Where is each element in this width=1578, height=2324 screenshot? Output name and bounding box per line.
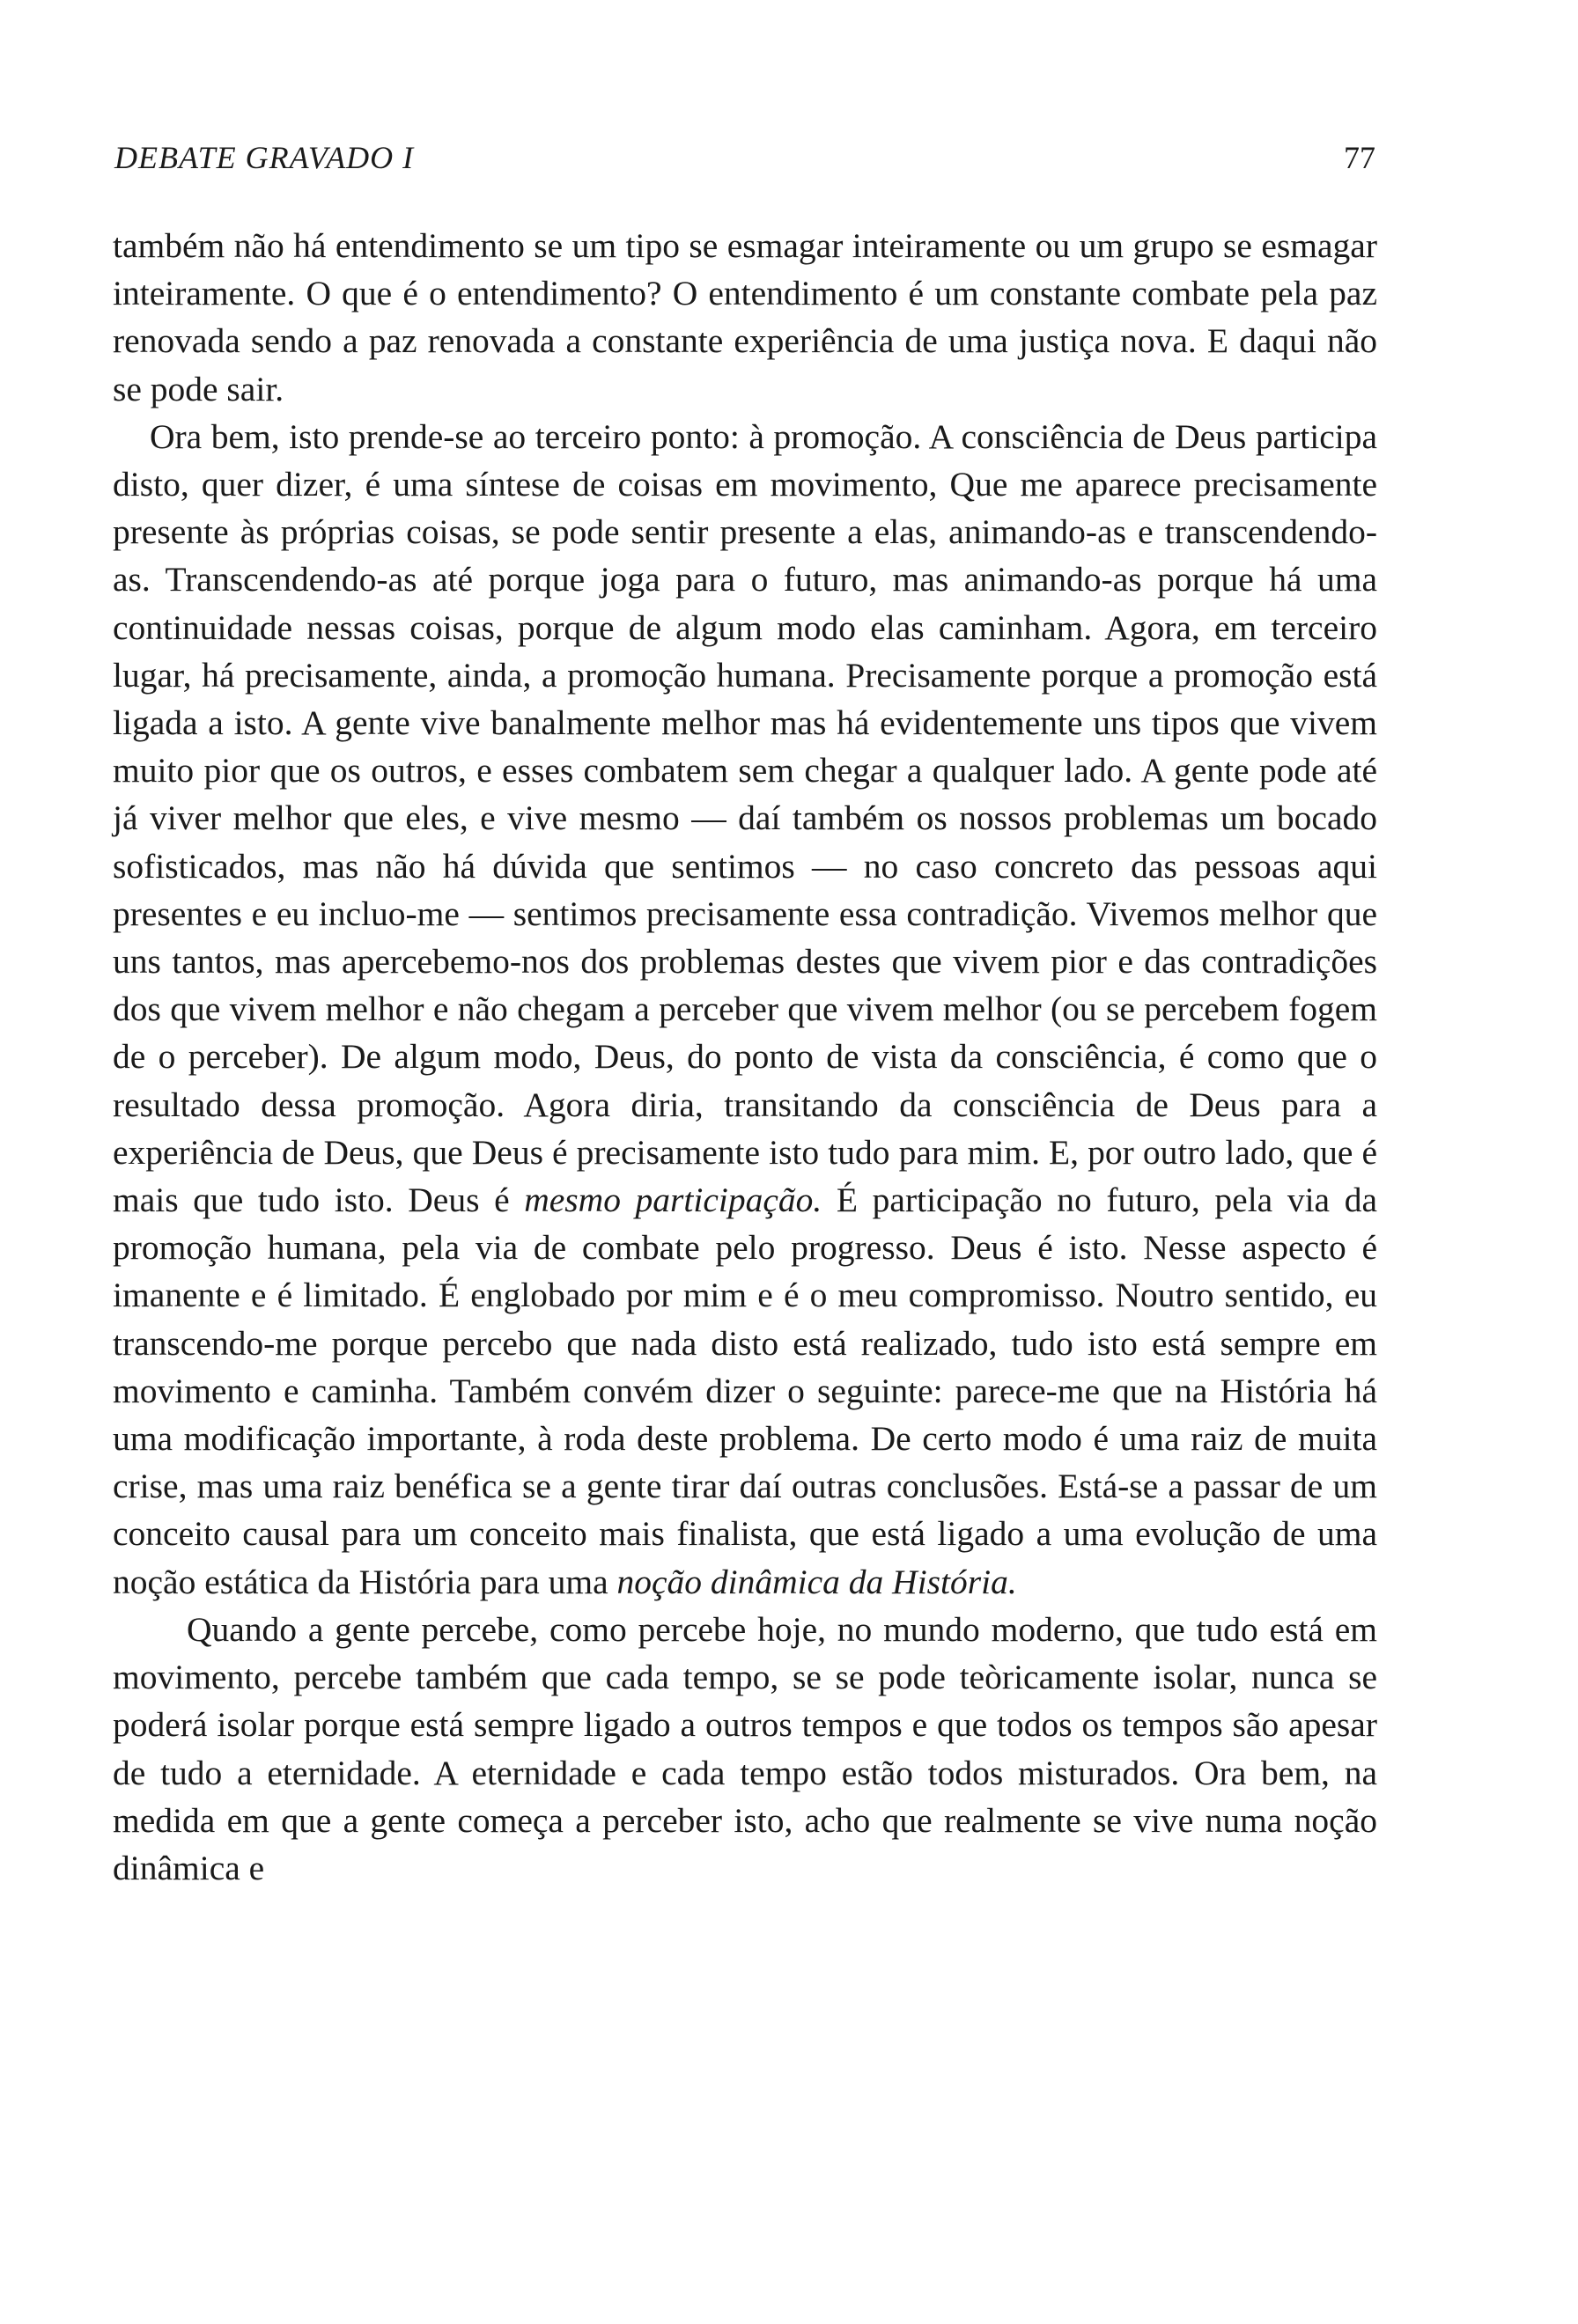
paragraph-1-run-1: também não há entendimento se um tipo se esmagar inteiramente ou um grupo se esmagar inteiramente. O que é o entendimento? O entendimento é um constante combate pela paz renovada sendo a paz renovada a constante experiência de uma justiça nova. E daqui não se pode sair. [113, 226, 1377, 408]
paragraph-3 [113, 1606, 1377, 1892]
page-number: 77 [1344, 140, 1375, 175]
running-head [114, 139, 1375, 183]
paragraph-2 [113, 413, 1377, 1606]
paragraph-2-run-1: Ora bem, isto prende-se ao terceiro ponto: à promoção. A consciência de Deus participa disto, quer dizer, é uma síntese de coisas em movimento, Que me aparece precisamente presente às próprias coisas, se pode sentir presente a elas, animando-as e transcendendo-as. Transcendendo-as até porque joga para o futuro, mas animando-as porque há uma continuidade nessas coisas, porque de algum modo elas caminham. Agora, em terceiro lugar, há precisamente, ainda, a promoção humana. Precisamente porque a promoção está ligada a isto. A gente vive banalmente melhor mas há evidentemente uns tipos que vivem muito pior que os outros, e esses combatem sem chegar a qualquer lado. A gente pode até já viver melhor que eles, e vive mesmo — daí também os nossos problemas um bocado sofisticados, mas não há dúvida que sentimos — no caso concreto das pessoas aqui presentes e eu incluo-me — sentimos precisamente essa contradição. Vivemos melhor que uns tantos, mas apercebemo-nos dos problemas destes que vivem pior e das contradições dos que vivem melhor e não chegam a perceber que vivem melhor (ou se percebem fogem de o perceber). De algum modo, Deus, do ponto de vista da consciência, é como que o resultado dessa promoção. Agora diria, transitando da consciência de Deus para a experiência de Deus, que Deus é precisamente isto tudo para mim. E, por outro lado, que é mais que tudo isto. Deus é [113, 416, 1377, 1220]
paragraph-3-run-1: Quando a gente percebe, como percebe hoje, no mundo moderno, que tudo está em movimento, percebe também que cada tempo, se se pode teòricamente isolar, nunca se poderá isolar porque está sempre ligado a outros tempos e que todos os tempos são apesar de tudo a eternidade. A eternidade e cada tempo estão todos misturados. Ora bem, na medida em que a gente começa a perceber isto, acho que realmente se vive numa noção dinâmica e [113, 1609, 1377, 1887]
paragraph-2-italic-2: noção dinâmica da História. [616, 1562, 1017, 1601]
paragraph-2-italic-1: mesmo participação. [524, 1180, 822, 1220]
paragraph-2-run-3: É participação no futuro, pela via da promoção humana, pela via de combate pelo progresso. Deus é isto. Nesse aspecto é imanente e é limitado. É englobado por mim e é o meu compromisso. Noutro sentido, eu transcendo-me porque percebo que nada disto está realizado, tudo isto está sempre em movimento e caminha. Também convém dizer o seguinte: parece-me que na História há uma modificação importante, à roda deste problema. De certo modo é uma raiz de muita crise, mas uma raiz benéfica se a gente tirar daí outras conclusões. Está-se a passar de um conceito causal para um conceito mais finalista, que está ligado a uma evolução de uma noção estática da História para uma [113, 1180, 1377, 1601]
body-text [113, 222, 1377, 1892]
running-title: DEBATE GRAVADO I [114, 140, 415, 175]
paragraph-1 [113, 222, 1377, 413]
